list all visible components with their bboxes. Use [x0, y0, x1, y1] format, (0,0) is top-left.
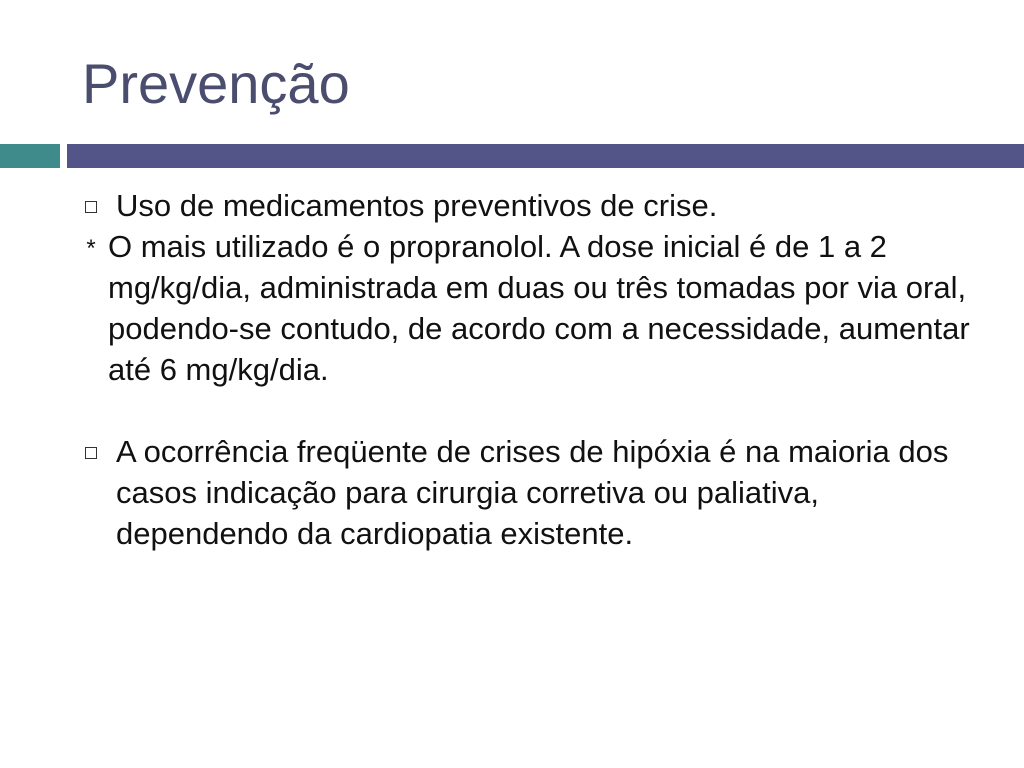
slide-body	[80, 185, 980, 554]
slide-title: Prevenção	[82, 52, 350, 115]
asterisk-bullet-icon: *	[86, 235, 96, 262]
bullet-item-1	[80, 185, 980, 226]
square-bullet-icon	[85, 201, 97, 213]
bullet-item-3	[80, 431, 980, 554]
bullet-text: Uso de medicamentos preventivos de crise.	[116, 188, 718, 223]
bullet-item-2	[80, 226, 980, 390]
bullet-text: O mais utilizado é o propranolol. A dose inicial é de 1 a 2 mg/kg/dia, administrada em duas ou três tomadas por via oral, podendo-se contudo, de acordo com a necessidade, aumentar até 6 mg/kg/dia.	[108, 229, 970, 387]
title-underline-purple-bar	[67, 144, 1024, 168]
bullet-text: A ocorrência freqüente de crises de hipóxia é na maioria dos casos indicação para cirurgia corretiva ou paliativa, dependendo da cardiopatia existente.	[116, 434, 949, 551]
square-bullet-icon	[85, 447, 97, 459]
title-underline-teal-bar	[0, 144, 60, 168]
